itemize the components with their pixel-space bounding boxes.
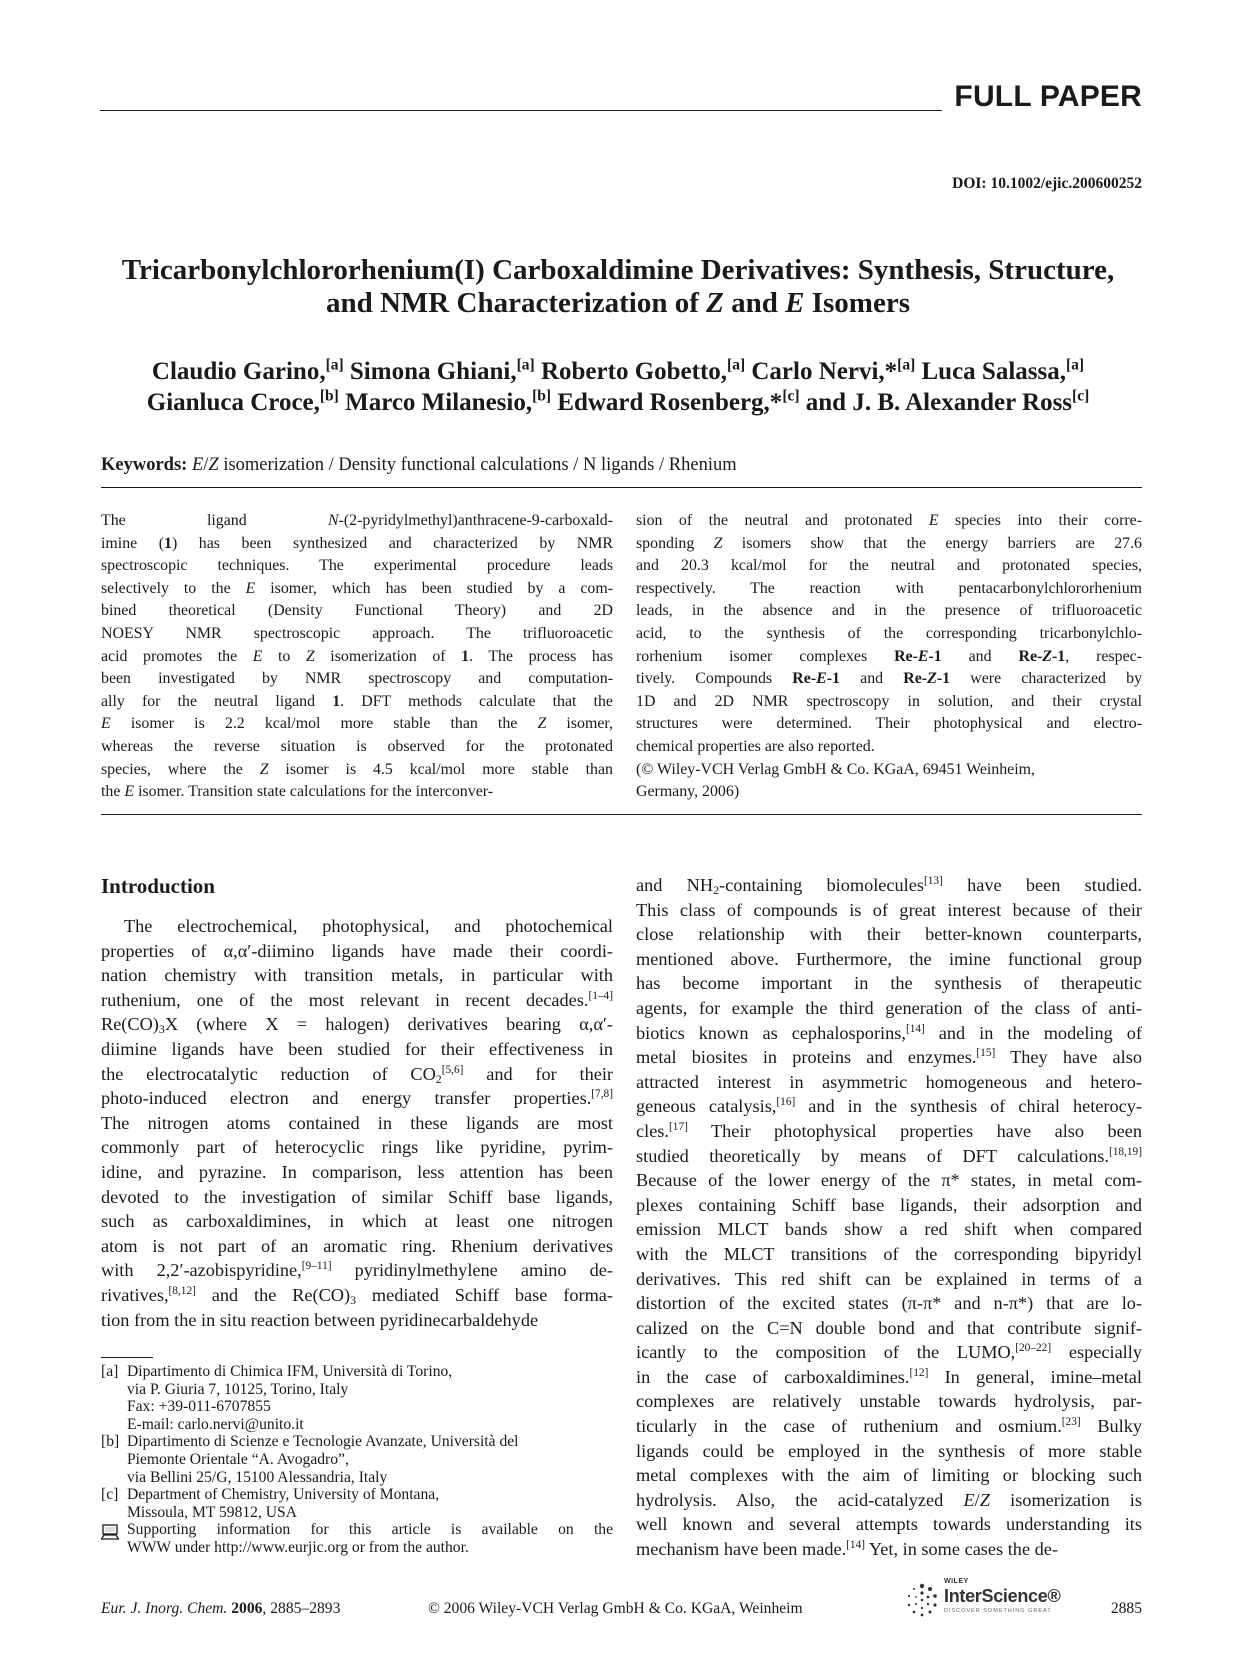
text-line: respectively. The reaction with pentacarbonylchlororhenium — [636, 579, 1142, 597]
text-line: species, where the Z isomer is 4.5 kcal/mol more stable than — [101, 760, 613, 778]
header-rule — [100, 110, 942, 111]
text-line: hydrolysis. Also, the acid-catalyzed E/Z isomerization is — [636, 1489, 1142, 1510]
text-line: spectroscopic techniques. The experimental procedure leads — [101, 557, 613, 575]
text-line: with 2,2′-azobispyridine,[9–11] pyridinylmethylene amino de- — [101, 1260, 613, 1281]
text-line: selectively to the E isomer, which has been studied by a com- — [101, 579, 613, 597]
text-line: been investigated by NMR spectroscopy and computation- — [101, 670, 613, 688]
footnote-a: [a] Dipartimento di Chimica IFM, Università di Torino, via P. Giuria 7, 10125, Torino, Italy Fax: +39-011-6707855 E-mail: carlo.nervi@unito.it — [101, 1363, 453, 1433]
title-line-2: and NMR Characterization of Z and E Isomers — [325, 287, 910, 319]
abstract-left-column — [101, 510, 613, 804]
text-line: such as carboxaldimines, in which at least one nitrogen — [101, 1211, 613, 1232]
text-line: imine (1) has been synthesized and characterized by NMR — [101, 534, 613, 552]
journal-citation: Eur. J. Inorg. Chem. 2006, 2885–2893 — [101, 1600, 341, 1617]
text-line: the E isomer. Transition state calculations for the interconver- — [101, 783, 494, 801]
keywords-label: Keywords: — [101, 455, 188, 475]
text-line: The nitrogen atoms contained in these ligands are most — [101, 1112, 613, 1133]
text-line: commonly part of heterocyclic rings like pyridine, pyrim- — [101, 1137, 613, 1158]
page-number: 2885 — [1110, 1600, 1142, 1617]
text-line: studied theoretically by means of DFT calculations.[18,19] — [636, 1145, 1142, 1166]
introduction-right-column — [636, 873, 1142, 1562]
text-line: in the case of carboxaldimines.[12] In general, imine–metal — [636, 1366, 1142, 1387]
abstract-rule-top — [101, 487, 1142, 488]
text-line: plexes containing Schiff base ligands, their adsorption and — [636, 1194, 1142, 1215]
interscience-swirl-icon — [902, 1580, 942, 1620]
footnote-b: [b] Dipartimento di Scienze e Tecnologie Avanzate, Università del Piemonte Orientale “A. Avogadro”, via Bellini 25/G, 15100 Alessandria, Italy — [101, 1433, 519, 1486]
text-line: idine, and pyrazine. In comparison, less attention has been — [101, 1161, 613, 1182]
text-line: mentioned above. Furthermore, the imine functional group — [636, 948, 1142, 969]
authors-line-2: Gianluca Croce,[b] Marco Milanesio,[b] Edward Rosenberg,*[c] and J. B. Alexander Ross[c] — [146, 387, 1090, 416]
text-line: photo-induced electron and energy transfer properties.[7,8] — [101, 1088, 613, 1109]
text-line: ticularly in the case of ruthenium and osmium.[23] Bulky — [636, 1416, 1143, 1437]
text-line: icantly to the composition of the LUMO,[20–22] especially — [636, 1342, 1142, 1363]
text-line: cles.[17] Their photophysical properties have also been — [636, 1120, 1142, 1141]
text-line: and $NH_2$-containing biomolecules[13] have been studied. — [636, 875, 1143, 897]
copyright-line: © 2006 Wiley-VCH Verlag GmbH & Co. KGaA, Weinheim — [428, 1600, 803, 1617]
abstract-right-column — [636, 510, 1142, 804]
text-line: close relationship with their better-known counterparts, — [636, 924, 1142, 945]
text-line: emission MLCT bands show a red shift when compared — [636, 1219, 1142, 1240]
text-line: properties of α,α′-diimino ligands have made their coordi- — [101, 940, 613, 961]
text-line: rorhenium isomer complexes Re-E-1 and Re-Z-1, respec- — [636, 647, 1142, 665]
text-line: whereas the reverse situation is observed for the protonated — [101, 737, 613, 755]
text-line: agents, for example the third generation of the class of anti- — [636, 997, 1142, 1018]
text-line: This class of compounds is of great interest because of their — [636, 899, 1142, 920]
footnote-c: [c] Department of Chemistry, University of Montana, Missoula, MT 59812, USA — [101, 1486, 440, 1521]
text-line: nation chemistry with transition metals, in particular with — [101, 965, 613, 986]
text-line: sponding Z isomers show that the energy barriers are 27.6 — [636, 534, 1142, 552]
text-line: mechanism have been made.[14] Yet, in some cases the de- — [636, 1539, 1058, 1560]
text-line: derivatives. This red shift can be explained in terms of a — [636, 1268, 1142, 1289]
section-label: FULL PAPER — [954, 80, 1142, 113]
text-line: The electrochemical, photophysical, and photochemical — [124, 916, 613, 936]
text-line: 1D and 2D NMR spectroscopy in solution, and their crystal — [636, 692, 1142, 710]
text-line: (© Wiley-VCH Verlag GmbH & Co. KGaA, 69451 Weinheim, — [636, 760, 1035, 778]
text-line: leads, in the absence and in the presence of trifluoroacetic — [636, 602, 1142, 620]
text-line: complexes are relatively unstable towards hydrolysis, par- — [636, 1391, 1142, 1412]
text-line: metal biosites in proteins and enzymes.[15] They have also — [636, 1047, 1143, 1068]
text-line: has become important in the synthesis of therapeutic — [636, 973, 1142, 994]
text-line: diimine ligands have been studied for their effectiveness in — [101, 1038, 613, 1059]
text-line: $Re(CO)_3X$ (where X = halogen) derivatives bearing α,α′- — [101, 1014, 613, 1037]
footnote-supporting-info: Supporting information for this article is available on the WWW under http://www.eurjic.org or from the author. — [101, 1521, 613, 1556]
text-line: and 20.3 kcal/mol for the neutral and protonated species, — [636, 557, 1142, 575]
text-line: structures were determined. Their photophysical and electro- — [636, 715, 1142, 733]
title-line-1: Tricarbonylchlororhenium(I) Carboxaldimine Derivatives: Synthesis, Structure, — [121, 254, 1115, 286]
text-line: calized on the C=N double bond and that contribute signif- — [636, 1317, 1142, 1338]
text-line: acid promotes the E to Z isomerization of 1. The process has — [101, 647, 614, 665]
author-list — [80, 356, 1156, 418]
text-line: tively. Compounds Re-E-1 and Re-Z-1 were characterized by — [636, 670, 1143, 688]
text-line: bined theoretical (Density Functional Theory) and 2D — [101, 602, 613, 620]
text-line: sion of the neutral and protonated E species into their corre- — [636, 512, 1143, 529]
text-line: E isomer is 2.2 kcal/mol more stable than the Z isomer, — [101, 715, 614, 733]
text-line: acid, to the synthesis of the corresponding tricarbonylchlo- — [636, 624, 1142, 642]
text-line: tion from the in situ reaction between pyridinecarbaldehyde — [101, 1309, 539, 1330]
footnote-rule — [101, 1357, 153, 1358]
text-line: attracted interest in asymmetric homogeneous and hetero- — [636, 1071, 1142, 1092]
text-line: with the MLCT transitions of the corresponding bipyridyl — [636, 1243, 1142, 1264]
introduction-left-column — [101, 914, 613, 1332]
text-line: ally for the neutral ligand 1. DFT methods calculate that the — [101, 692, 613, 710]
text-line: Because of the lower energy of the π* states, in metal com- — [636, 1170, 1142, 1191]
text-line: well known and several attempts towards understanding its — [636, 1514, 1142, 1535]
authors-line-1: Claudio Garino,[a] Simona Ghiani,[a] Roberto Gobetto,[a] Carlo Nervi,*[a] Luca Salassa,[a] — [151, 356, 1085, 385]
introduction-heading: Introduction — [101, 874, 215, 898]
paper-title — [80, 254, 1156, 320]
text-line: devoted to the investigation of similar Schiff base ligands, — [101, 1186, 613, 1207]
doi: DOI: 10.1002/ejic.200600252 — [952, 175, 1142, 192]
text-line: distortion of the excited states (π-π* and n-π*) that are lo- — [636, 1293, 1142, 1314]
text-line: biotics known as cephalosporins,[14] and in the modeling of — [636, 1022, 1142, 1043]
interscience-logo: WILEY InterScience® DISCOVER SOMETHING GREAT — [902, 1578, 1074, 1622]
text-line: Germany, 2006) — [636, 783, 740, 801]
text-line: geneous catalysis,[16] and in the synthesis of chiral heterocy- — [636, 1096, 1142, 1117]
text-line: The ligand N-(2-pyridylmethyl)anthracene-9-carboxald- — [101, 512, 613, 529]
text-line: atom is not part of an aromatic ring. Rhenium derivatives — [101, 1235, 613, 1256]
text-line: ruthenium, one of the most relevant in recent decades.[1–4] — [101, 989, 613, 1010]
affiliation-footnotes — [101, 1363, 613, 1557]
text-line: NOESY NMR spectroscopic approach. The trifluoroacetic — [101, 624, 613, 642]
text-line: rivatives,[8,12] and the $Re(CO)_3$ mediated Schiff base forma- — [101, 1284, 613, 1307]
text-line: the electrocatalytic reduction of $CO_2[5,6]$ and for their — [101, 1063, 613, 1086]
text-line: ligands could be employed in the synthesis of more stable — [636, 1440, 1142, 1461]
keywords: Keywords: E/Z isomerization / Density functional calculations / N ligands / Rhenium — [101, 455, 737, 475]
text-line: metal complexes with the aim of limiting or blocking such — [636, 1465, 1142, 1486]
text-line: chemical properties are also reported. — [636, 737, 875, 755]
computer-icon — [101, 1524, 119, 1540]
abstract-rule-bottom — [101, 814, 1142, 815]
